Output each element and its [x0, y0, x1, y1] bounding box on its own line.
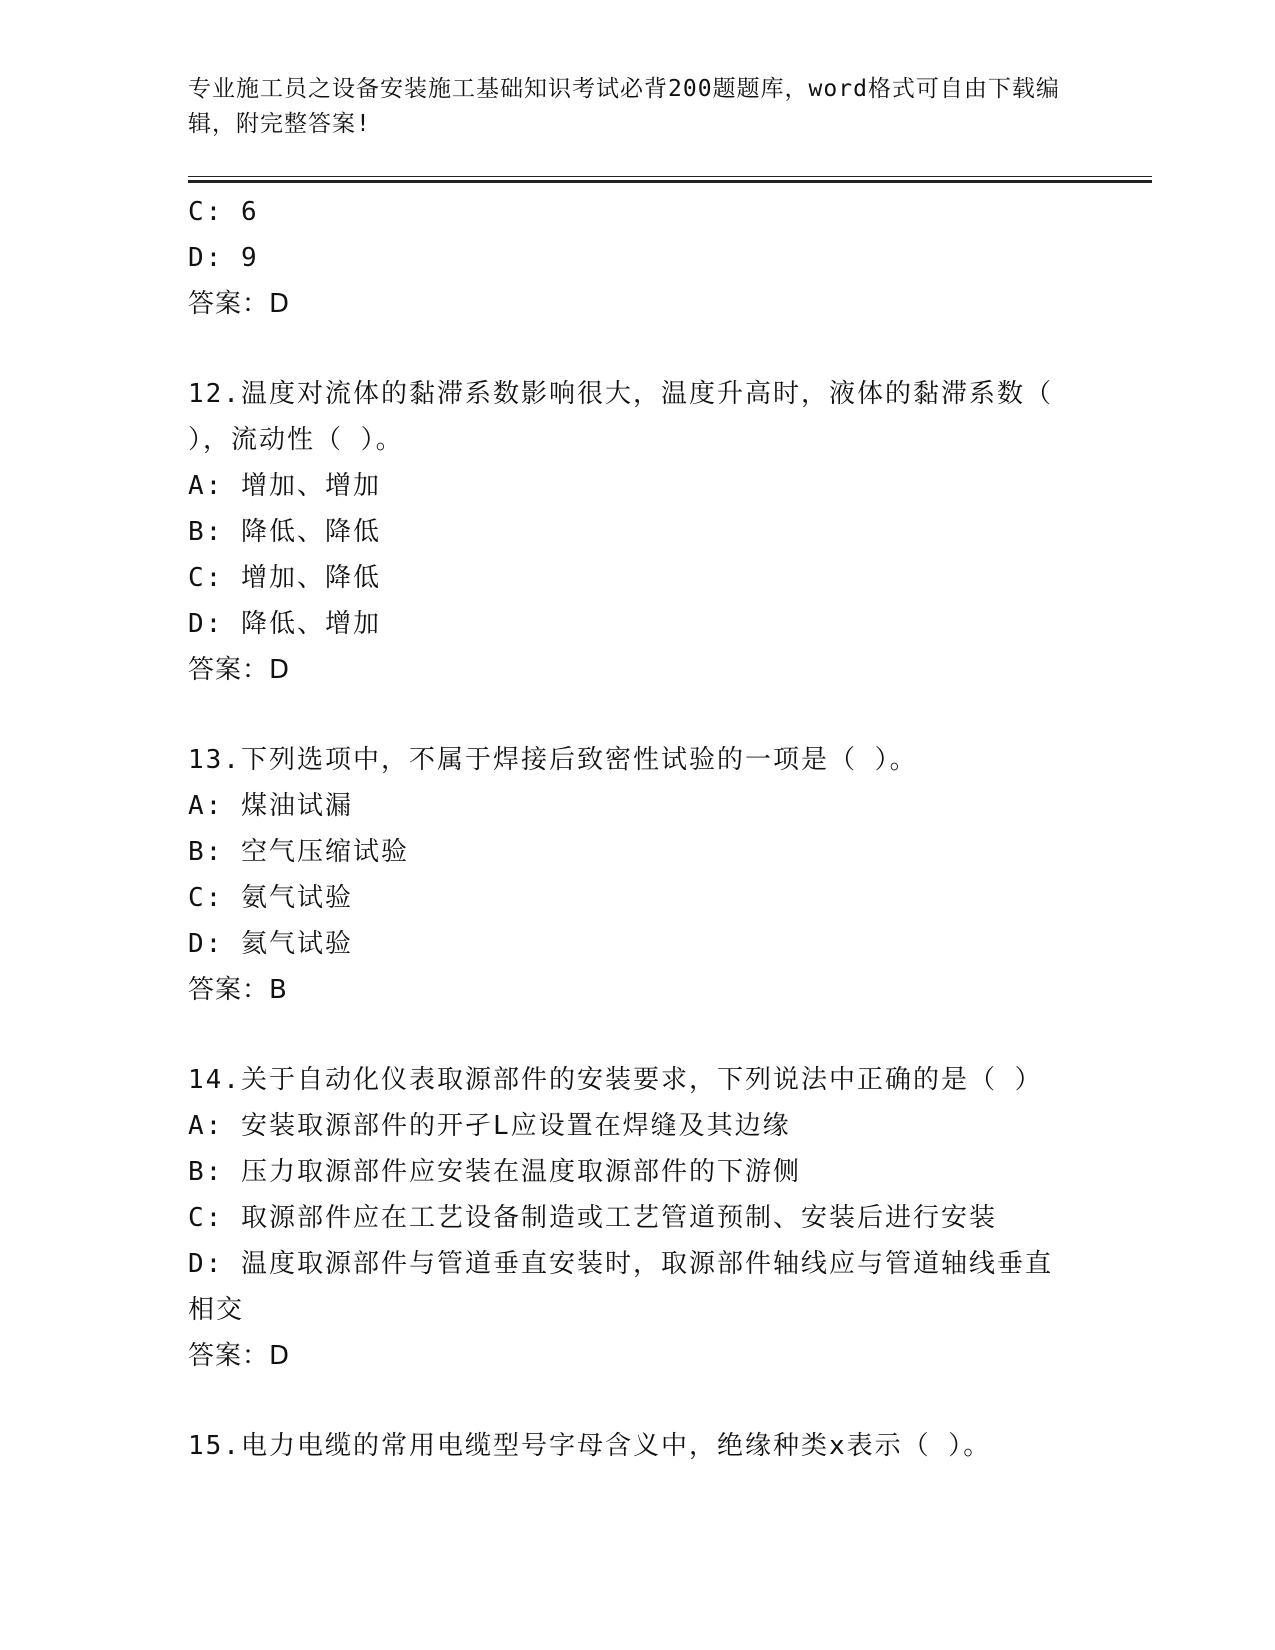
- option-line: A: 安装取源部件的开孑L应设置在焊缝及其边缘: [188, 1111, 791, 1141]
- option-line: D: 温度取源部件与管道垂直安装时，取源部件轴线应与管道轴线垂直: [188, 1249, 1053, 1279]
- option-line: C: 增加、降低: [188, 563, 381, 593]
- document-header: [188, 72, 1068, 142]
- answer-line: 答案：D: [188, 289, 291, 319]
- option-line: D: 降低、增加: [188, 609, 381, 639]
- option-line: D: 9: [188, 243, 259, 273]
- option-line: B: 压力取源部件应安装在温度取源部件的下游侧: [188, 1157, 801, 1187]
- question-text: 15.电力电缆的常用电缆型号字母含义中，绝缘种类x表示（ ）。: [188, 1431, 992, 1461]
- header-divider-thick: [188, 180, 1152, 183]
- answer-line: 答案：D: [188, 1341, 291, 1371]
- option-line: A: 煤油试漏: [188, 791, 353, 821]
- question-text: 13.下列选项中，不属于焊接后致密性试验的一项是（ ）。: [188, 745, 918, 775]
- option-line-continuation: 相交: [188, 1295, 245, 1325]
- document-title: 专业施工员之设备安装施工基础知识考试必背200题题库，word格式可自由下载编辑，附完整答案!: [188, 76, 1060, 137]
- option-line: B: 降低、降低: [188, 517, 381, 547]
- document-body: [188, 189, 1088, 1469]
- answer-line: 答案：D: [188, 655, 291, 685]
- question-text: 14.关于自动化仪表取源部件的安装要求，下列说法中正确的是（ ）: [188, 1065, 1043, 1095]
- option-line: C: 取源部件应在工艺设备制造或工艺管道预制、安装后进行安装: [188, 1203, 997, 1233]
- question-text: ），流动性（ ）。: [188, 425, 404, 455]
- header-divider-thin: [188, 176, 1152, 177]
- option-line: B: 空气压缩试验: [188, 837, 409, 867]
- option-line: C: 氨气试验: [188, 883, 353, 913]
- answer-line: 答案：B: [188, 975, 288, 1005]
- question-text: 12.温度对流体的黏滞系数影响很大，温度升高时，液体的黏滞系数（: [188, 379, 1053, 409]
- option-line: C: 6: [188, 197, 259, 227]
- option-line: A: 增加、增加: [188, 471, 381, 501]
- option-line: D: 氦气试验: [188, 929, 353, 959]
